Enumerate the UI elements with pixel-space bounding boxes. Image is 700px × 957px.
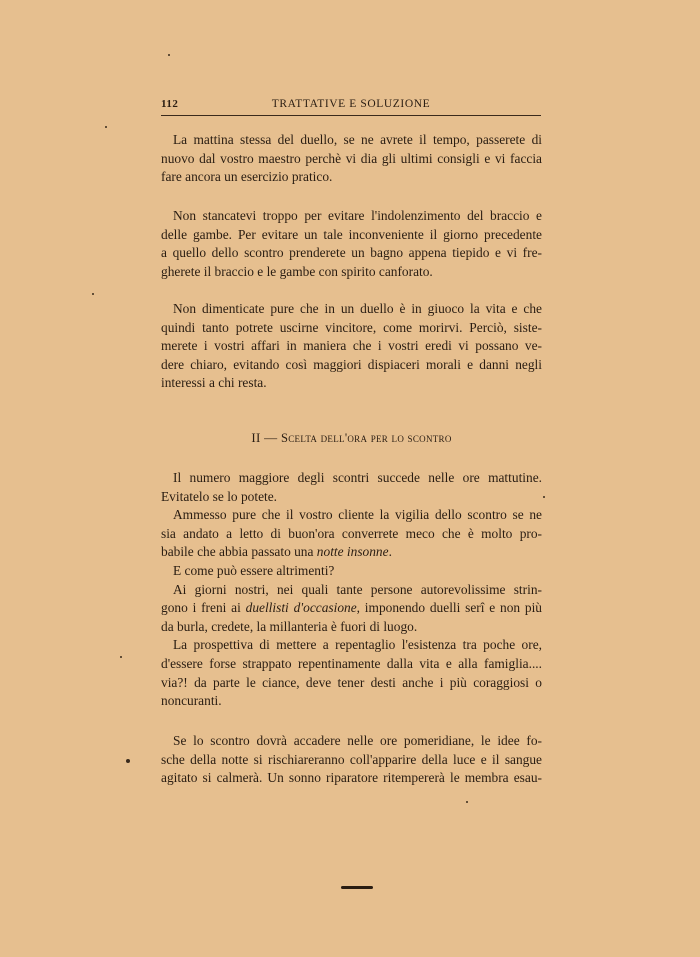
text-line: nuovo dal vostro maestro perchè vi dia gli ultimi consigli e vi faccia xyxy=(161,150,542,166)
text-run: . xyxy=(388,544,392,560)
text-line: Ai giorni nostri, nei quali tante persone autorevolissime strin- xyxy=(173,581,542,597)
paragraph-1 xyxy=(161,131,542,187)
paper-speck xyxy=(105,126,107,128)
paper-speck xyxy=(126,759,130,763)
text-line: noncuranti. xyxy=(161,693,222,709)
text-line: La mattina stessa del duello, se ne avrete il tempo, passerete di xyxy=(173,132,542,147)
section-numeral: II — xyxy=(251,430,278,445)
paper-speck xyxy=(466,801,468,803)
italic-phrase: duellisti d'occasione xyxy=(245,600,357,616)
text-line: sche della notte si rischiareranno coll'apparire della luce e il sangue xyxy=(161,751,542,767)
text-line: a quello dello scontro prenderete un bagno appena tiepido e vi fre- xyxy=(161,245,542,261)
text-line: agitato si calmerà. Un sonno riparatore ritempererà le membra esau- xyxy=(161,770,542,786)
section-heading xyxy=(161,430,542,446)
paper-speck xyxy=(120,656,122,658)
running-title: TRATTATIVE E SOLUZIONE xyxy=(271,98,431,110)
text-line xyxy=(161,543,542,562)
text-line: Non dimenticate pure che in un duello è in giuoco la vita e che xyxy=(173,301,542,316)
text-line: Non stancatevi troppo per evitare l'indolenzimento del braccio e xyxy=(173,208,542,223)
paragraph-3 xyxy=(161,300,542,393)
text-line: Il numero maggiore degli scontri succede nelle ore mattutine. xyxy=(173,470,542,485)
text-line: Ammesso pure che il vostro cliente la vigilia dello scontro se ne xyxy=(173,507,542,523)
text-line: E come può essere altrimenti? xyxy=(173,562,335,578)
paper-speck xyxy=(168,54,170,56)
text-line: via?! da parte le ciance, deve tener desti anche i più coraggiosi o xyxy=(161,674,542,690)
page-header xyxy=(161,97,541,116)
text-line: da burla, credete, la millanteria è fuori di luogo. xyxy=(161,618,418,634)
text-line: gherete il braccio e le gambe con spirito canforato. xyxy=(161,263,433,279)
text-run: , imponendo duelli serî e non più xyxy=(356,600,542,616)
text-line: interessi a chi resta. xyxy=(161,375,267,391)
text-line xyxy=(161,599,542,618)
paper-speck xyxy=(92,293,94,295)
text-line: Se lo scontro dovrà accadere nelle ore pomeridiane, le idee fo- xyxy=(173,733,542,748)
text-run: gono i freni ai xyxy=(161,600,246,616)
text-line: merete i vostri affari in maniera che i vostri eredi vi possano ve- xyxy=(161,338,542,354)
section-title: Scelta dell'ora per lo scontro xyxy=(281,431,452,445)
text-line: quindi tanto potrete uscirne vincitore, come morirvi. Perciò, siste- xyxy=(161,319,542,335)
text-line: dere chiaro, evitando così maggiori dispiaceri morali e danni negli xyxy=(161,356,542,372)
paper-speck xyxy=(543,496,545,498)
paragraph-last xyxy=(161,732,542,788)
text-line: Evitatelo se lo potete. xyxy=(161,488,278,504)
page-ornament xyxy=(341,886,373,889)
italic-phrase: notte insonne xyxy=(316,544,389,560)
text-line: delle gambe. Per evitare un tale inconveniente il giorno precedente xyxy=(161,226,542,242)
text-line: sia andato a letto di buon'ora converrete meco che è molto pro- xyxy=(161,525,542,541)
text-line: fare ancora un esercizio pratico. xyxy=(161,169,333,185)
section-body xyxy=(161,469,542,711)
text-line: d'essere forse strappato repentinamente dalla vita e alla famiglia.... xyxy=(161,655,542,671)
page-number: 112 xyxy=(161,98,179,110)
text-line: La prospettiva di mettere a repentaglio l'esistenza tra poche ore, xyxy=(173,637,542,653)
text-run: babile che abbia passato una xyxy=(161,544,317,560)
paragraph-2 xyxy=(161,207,542,281)
